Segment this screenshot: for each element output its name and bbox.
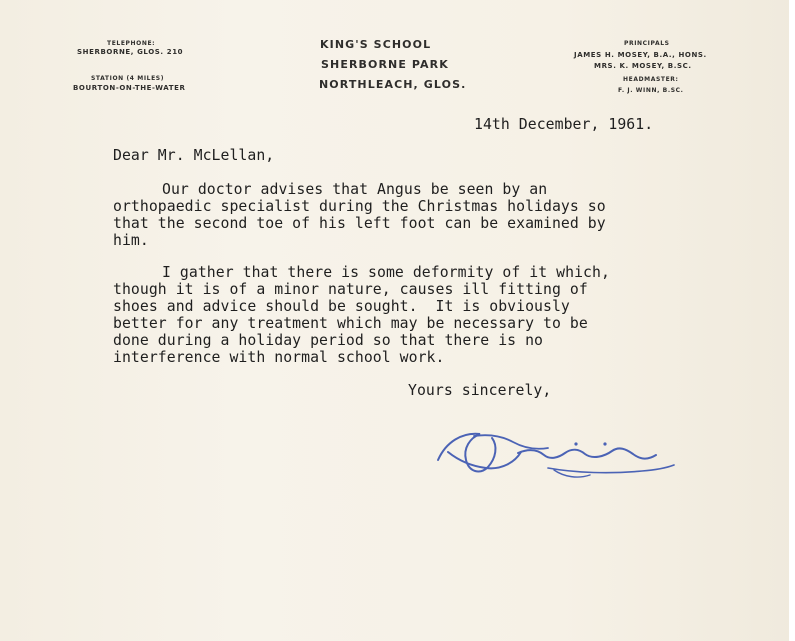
station-value: BOURTON-ON-THE-WATER <box>73 84 186 92</box>
school-town: NORTHLEACH, GLOS. <box>319 78 467 91</box>
principals-label: PRINCIPALS <box>624 40 670 47</box>
school-park: SHERBORNE PARK <box>321 58 449 71</box>
paragraph-2-line: though it is of a minor nature, causes ill fitting of <box>113 281 588 298</box>
paragraph-2-line: shoes and advice should be sought. It is obviously <box>113 298 570 315</box>
station-label: STATION (4 MILES) <box>91 75 165 82</box>
telephone-label: TELEPHONE: <box>107 40 156 47</box>
principal-2: MRS. K. MOSEY, B.SC. <box>594 62 692 70</box>
paragraph-1-line: that the second toe of his left foot can be examined by <box>113 215 606 232</box>
signature-icon <box>428 420 678 490</box>
paragraph-2-line: I gather that there is some deformity of it which, <box>162 264 610 281</box>
headmaster-name: F. J. WINN, B.SC. <box>618 87 684 94</box>
paragraph-2-line: interference with normal school work. <box>113 349 445 366</box>
paragraph-1-line: him. <box>113 232 149 249</box>
closing: Yours sincerely, <box>408 382 552 399</box>
page-edge <box>789 0 795 641</box>
paragraph-2-line: done during a holiday period so that there is no <box>113 332 544 349</box>
telephone-value: SHERBORNE, GLOS. 210 <box>77 48 184 56</box>
paragraph-1-line: Our doctor advises that Angus be seen by an <box>162 181 548 198</box>
paragraph-1-line: orthopaedic specialist during the Christmas holidays so <box>113 198 606 215</box>
principal-1: JAMES H. MOSEY, B.A., HONS. <box>574 51 707 59</box>
school-name: KING'S SCHOOL <box>320 38 432 51</box>
salutation: Dear Mr. McLellan, <box>113 147 275 164</box>
paragraph-2-line: better for any treatment which may be necessary to be <box>113 315 588 332</box>
letter-date: 14th December, 1961. <box>474 116 654 133</box>
headmaster-label: HEADMASTER: <box>623 76 679 83</box>
